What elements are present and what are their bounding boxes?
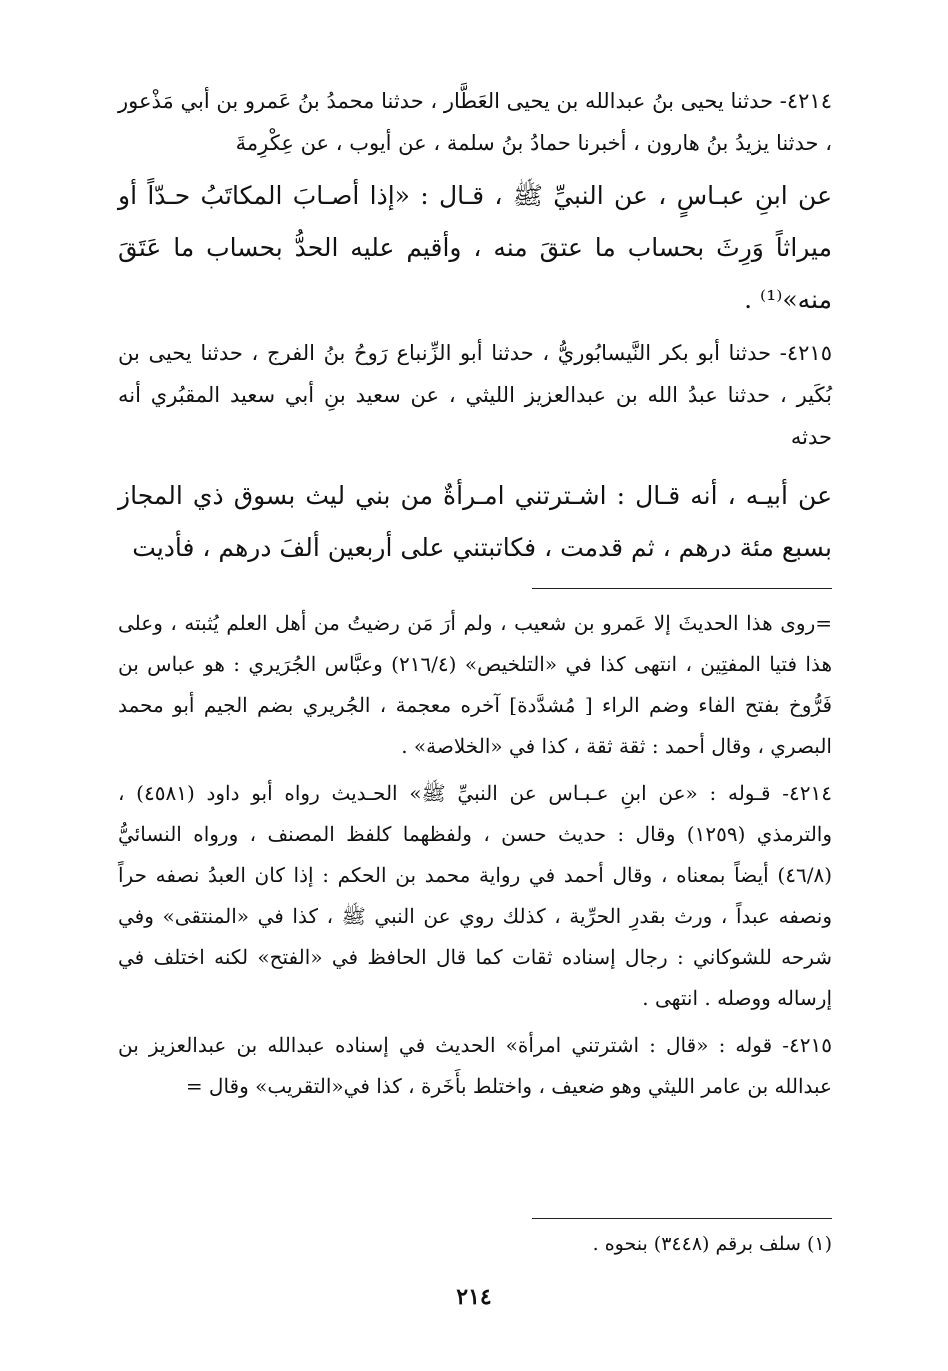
commentary-4215: ٤٢١٥- قوله : «قال : اشترتني امرأة» الحديث في إسناده عبدالله بن عبدالعزيز بن عبدالله بن عامر الليثي وهو ضعيف ، واختلط بأَخَرة ، كذا في«التقريب» وقال =	[118, 1033, 832, 1098]
page-body	[118, 80, 832, 1107]
footnote-section	[118, 1218, 832, 1261]
hadith-4214-matn: عن ابنِ عبـاسٍ ، عن النبيِّ ﷺ ، قـال : «إذا أصـابَ المكاتَبُ حـدّاً أو ميراثاً وَرِثَ بحساب ما عتقَ منه ، وأقيم عليه الحدُّ بحساب ما عَتَقَ منه»⁽¹⁾ .	[118, 181, 832, 314]
page-number: ٢١٤	[456, 1284, 492, 1310]
hadith-4215-matn: عن أبيـه ، أنه قـال : اشـترتني امـرأةٌ من بني ليث بسوق ذي المجاز بسبع مئة درهم ، ثم قدمت ، فكاتبتني على أربعين ألفَ درهم ، فأديت	[118, 481, 832, 562]
commentary-continuation: =روى هذا الحديثَ إلا عَمرو بن شعيب ، ولم أرَ مَن رضيتُ من أهل العلم يُثبته ، وعلى هذا فتيا المفتِين ، انتهى كذا في «التلخيص» (٢١٦/٤) وعبَّاس الجُرَيري : هو عباس بن فَرُّوخ بفتح الفاء وضم الراء [ مُشدَّدة] آخره معجمة ، الجُريري بضم الجيم أبو محمد البصري ، وقال أحمد : ثقة ثقة ، كذا في «الخلاصة» .	[118, 611, 833, 758]
commentary-divider	[532, 588, 832, 589]
hadith-4215-isnad: ٤٢١٥- حدثنا أبو بكر النَّيسابُوريُّ ، حدثنا أبو الزِّنباع رَوحُ بنُ الفرج ، حدثنا يحيى بن بُكَير ، حدثنا عبدُ الله بن عبدالعزيز الليثي ، عن سعيد بنِ أبي سعيد المقبُري أنه حدثه	[118, 341, 832, 449]
footnote-1: (١) سلف برقم (٣٤٤٨) بنحوه .	[592, 1233, 832, 1255]
commentary-block	[118, 603, 832, 1107]
commentary-4214: ٤٢١٤- قـوله : «عن ابنِ عـبـاس عن النبيِّ ﷺ» الحـديث رواه أبو داود (٤٥٨١) ، والترمذي (١٢٥٩) وقال : حديث حسن ، ولفظهما كلفظ المصنف ، ورواه النسائيُّ (٤٦/٨) أيضاً بمعناه ، وقال أحمد في رواية محمد بن الحكم : إذا كان العبدُ نصفه حراً ونصفه عبداً ، ورث بقدرِ الحرِّية ، كذلك روي عن النبي ﷺ ، كذا في «المنتقى» وفي شرحه للشوكاني : رجال إسناده ثقات كما قال الحافظ في «الفتح» لكنه اختلف في إرساله ووصله . انتهى .	[118, 781, 833, 1010]
footnote-divider	[532, 1218, 832, 1219]
hadith-4214-isnad: ٤٢١٤- حدثنا يحيى بنُ عبدالله بن يحيى العَطَّار ، حدثنا محمدُ بنُ عَمرو بن أبي مَذْعور ، حدثنا يزيدُ بنُ هارون ، أخبرنا حمادُ بنُ سلمة ، عن أيوب ، عن عِكْرِمةَ	[118, 89, 832, 155]
